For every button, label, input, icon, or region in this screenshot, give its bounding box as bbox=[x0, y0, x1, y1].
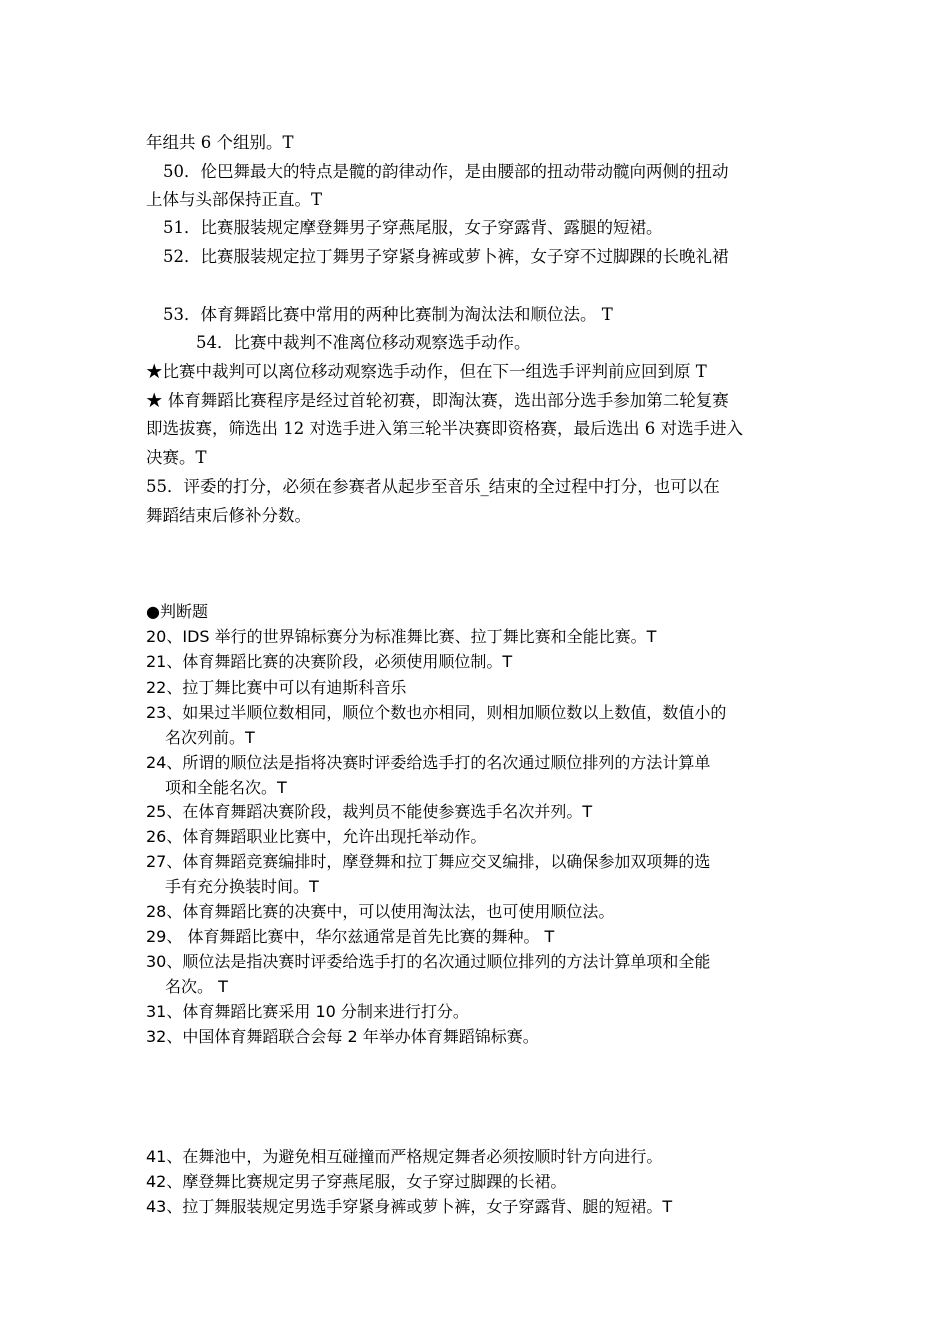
question-29: 29、 体育舞蹈比赛中，华尔兹通常是首先比赛的舞种。 T bbox=[146, 927, 555, 946]
text-line: 项和全能名次。T bbox=[165, 778, 287, 797]
question-53: 53．体育舞蹈比赛中常用的两种比赛制为淘汰法和顺位法。 T bbox=[163, 305, 613, 324]
star-note: ★比赛中裁判可以离位移动观察选手动作，但在下一组选手评判前应回到原 T bbox=[146, 362, 707, 381]
question-42: 42、摩登舞比赛规定男子穿燕尾服，女子穿过脚踝的长裙。 bbox=[146, 1172, 567, 1191]
question-55: 55．评委的打分，必须在参赛者从起步至音乐_结束的全过程中打分，也可以在 bbox=[146, 477, 720, 496]
text-line: 上体与头部保持正直。T bbox=[146, 190, 323, 209]
question-52: 52．比赛服装规定拉丁舞男子穿紧身裤或萝卜裤，女子穿不过脚踝的长晚礼裙 bbox=[163, 247, 729, 266]
text-line: 年组共 6 个组别。T bbox=[146, 133, 294, 152]
text-line: 名次列前。T bbox=[165, 728, 255, 747]
question-25: 25、在体育舞蹈决赛阶段，裁判员不能使参赛选手名次并列。T bbox=[146, 802, 593, 821]
text-line: 手有充分换装时间。T bbox=[165, 877, 319, 896]
question-28: 28、体育舞蹈比赛的决赛中，可以使用淘汰法，也可使用顺位法。 bbox=[146, 902, 615, 921]
question-31: 31、体育舞蹈比赛采用 10 分制来进行打分。 bbox=[146, 1002, 469, 1021]
question-54: 54．比赛中裁判不准离位移动观察选手动作。 bbox=[196, 333, 531, 352]
question-43: 43、拉丁舞服装规定男选手穿紧身裤或萝卜裤，女子穿露背、腿的短裙。T bbox=[146, 1197, 673, 1216]
text-line: 名次。 T bbox=[165, 977, 228, 996]
text-line: 舞蹈结束后修补分数。 bbox=[146, 506, 311, 525]
question-23: 23、如果过半顺位数相同，顺位个数也亦相同，则相加顺位数以上数值，数值小的 bbox=[146, 703, 727, 722]
question-50: 50．伦巴舞最大的特点是髋的韵律动作，是由腰部的扭动带动髋向两侧的扭动 bbox=[163, 162, 729, 181]
question-20: 20、IDS 举行的世界锦标赛分为标准舞比赛、拉丁舞比赛和全能比赛。T bbox=[146, 627, 657, 646]
question-32: 32、中国体育舞蹈联合会每 2 年举办体育舞蹈锦标赛。 bbox=[146, 1027, 539, 1046]
question-51: 51．比赛服装规定摩登舞男子穿燕尾服，女子穿露背、露腿的短裙。 bbox=[163, 218, 663, 237]
text-line: 即选拔赛，筛选出 12 对选手进入第三轮半决赛即资格赛，最后选出 6 对选手进入 bbox=[146, 419, 743, 438]
section-heading: ●判断题 bbox=[146, 602, 208, 621]
question-30: 30、顺位法是指决赛时评委给选手打的名次通过顺位排列的方法计算单项和全能 bbox=[146, 952, 711, 971]
question-21: 21、体育舞蹈比赛的决赛阶段，必须使用顺位制。T bbox=[146, 652, 513, 671]
question-26: 26、体育舞蹈职业比赛中，允许出现托举动作。 bbox=[146, 827, 487, 846]
star-note: ★ 体育舞蹈比赛程序是经过首轮初赛，即淘汰赛，选出部分选手参加第二轮复赛 bbox=[146, 391, 729, 410]
question-24: 24、所谓的顺位法是指将决赛时评委给选手打的名次通过顺位排列的方法计算单 bbox=[146, 753, 711, 772]
question-41: 41、在舞池中，为避免相互碰撞而严格规定舞者必须按顺时针方向进行。 bbox=[146, 1147, 663, 1166]
question-27: 27、体育舞蹈竞赛编排时，摩登舞和拉丁舞应交叉编排，以确保参加双项舞的选 bbox=[146, 852, 711, 871]
text-line: 决赛。T bbox=[146, 448, 207, 467]
question-22: 22、拉丁舞比赛中可以有迪斯科音乐 bbox=[146, 678, 407, 697]
